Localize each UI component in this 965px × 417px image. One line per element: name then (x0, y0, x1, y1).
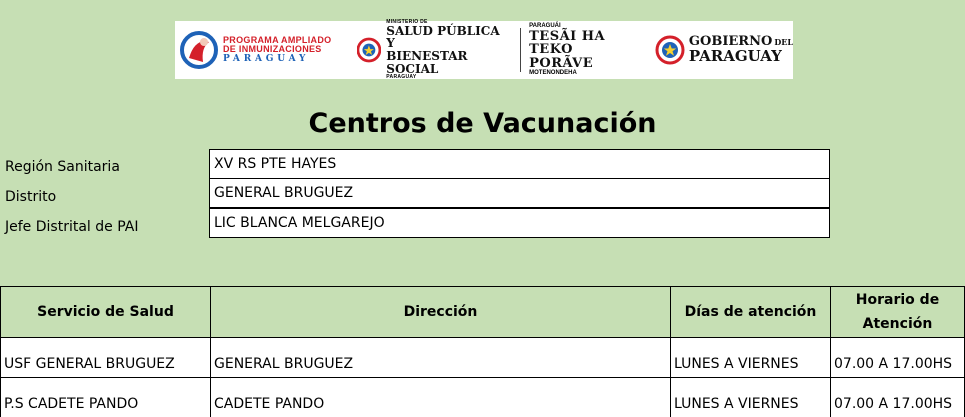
header-horario: Horario de Atención (831, 287, 965, 338)
tesai-tag: MOTENONDEHA (529, 70, 577, 77)
distrito-value: GENERAL BRUGUEZ (209, 178, 830, 208)
region-label: Región Sanitaria (5, 159, 120, 175)
logo-divider (520, 28, 521, 72)
gob-line2: PARAGUAY (688, 46, 782, 65)
msp-line2: BIENESTAR SOCIAL (386, 49, 468, 76)
header-direccion: Dirección (211, 287, 671, 338)
gobierno-seal-icon (655, 33, 685, 67)
table-cell-horario: 07.00 A 17.00HS (831, 338, 965, 378)
msp-line1: SALUD PÚBLICA Y (386, 23, 500, 51)
pai-line1: PROGRAMA AMPLIADO (223, 34, 332, 45)
gob-del: DEL (774, 37, 793, 48)
tesai-logo (529, 21, 651, 79)
logo-banner (175, 18, 793, 81)
distrito-label: Distrito (5, 189, 57, 205)
msp-logo (339, 18, 512, 81)
table-cell-servicio: P.S CADETE PANDO (1, 378, 211, 417)
table-cell-dias: LUNES A VIERNES (671, 378, 831, 417)
header-dias: Días de atención (671, 287, 831, 338)
tesai-line2: PORÃVE (529, 55, 594, 71)
gob-line1: GOBIERNO (688, 34, 773, 50)
pai-line3: PARAGUAY (223, 53, 310, 64)
header-servicio: Servicio de Salud (1, 287, 211, 338)
tesai-small: PARAGUÁI (529, 23, 561, 30)
table-cell-direccion: CADETE PANDO (211, 378, 671, 417)
centros-table (0, 286, 965, 417)
pai-line2: DE INMUNIZACIONES (223, 44, 322, 55)
tesai-line1: TESÃI HA TEKO (529, 28, 606, 58)
jefe-value: LIC BLANCA MELGAREJO (209, 208, 830, 238)
msp-tag: PARAGUAY (386, 74, 417, 81)
table-cell-servicio: USF GENERAL BRUGUEZ (1, 338, 211, 378)
paraguay-seal-icon (357, 35, 381, 65)
table-cell-horario: 07.00 A 17.00HS (831, 378, 965, 417)
jefe-label: Jefe Distrital de PAI (5, 219, 139, 235)
pai-emblem-icon (179, 28, 219, 72)
page-title: Centros de Vacunación (308, 108, 657, 139)
msp-small: MINISTERIO DE (386, 18, 428, 25)
gobierno-logo (651, 21, 793, 79)
pai-logo (175, 21, 339, 79)
table-cell-dias: LUNES A VIERNES (671, 338, 831, 378)
table-cell-direccion: GENERAL BRUGUEZ (211, 338, 671, 378)
region-value: XV RS PTE HAYES (209, 149, 830, 179)
